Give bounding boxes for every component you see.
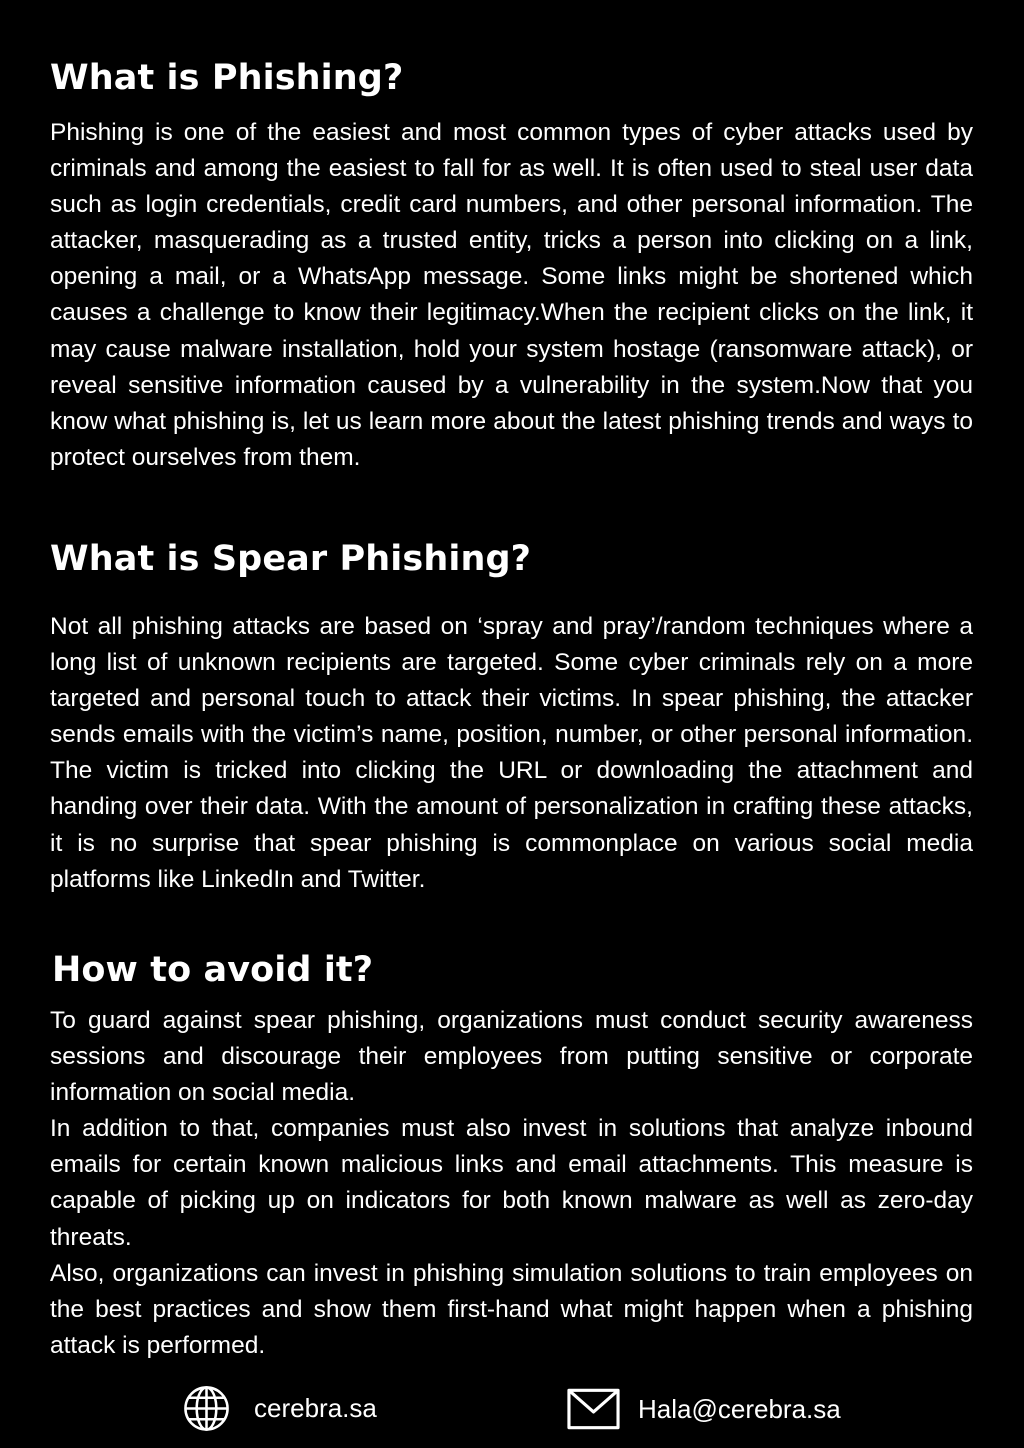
footer-website[interactable]: [183, 1384, 377, 1432]
section-heading-how-to-avoid: How to avoid it?: [52, 950, 374, 990]
globe-icon: [183, 1385, 230, 1432]
paragraph: Phishing is one of the easiest and most common types of cyber attacks used by criminals and among the easiest to fall for as well. It is often used to steal user data such as login credentials, credit card numbers, and other personal information. The attacker, masquerading as a trusted entity, tricks a person into clicking on a link, opening a mail, or a WhatsApp message. Some links might be shortened which causes a challenge to know their legitimacy.When the recipient clicks on the link, it may cause malware installation, hold your system hostage (ransomware attack), or reveal sensitive information caused by a vulnerability in the system.Now that you know what phishing is, let us learn more about the latest phishing trends and ways to protect ourselves from them.: [50, 119, 973, 471]
website-link[interactable]: cerebra.sa: [254, 1392, 377, 1423]
footer-email[interactable]: [567, 1386, 841, 1432]
paragraph: Also, organizations can invest in phishing simulation solutions to train employees on the best practices and show them first-hand what might happen when a phishing attack is performed.: [50, 1259, 973, 1359]
mail-icon: [567, 1388, 620, 1430]
section-body-how-to-avoid: [50, 1003, 973, 1364]
section-body-spear-phishing: [50, 609, 973, 898]
paragraph: In addition to that, companies must also invest in solutions that analyze inbound emails for certain known malicious links and email attachments. This measure is capable of picking up on indicators for both known malware as well as zero-day threats.: [50, 1115, 973, 1251]
email-link[interactable]: Hala@cerebra.sa: [638, 1393, 841, 1424]
section-heading-what-is-phishing: What is Phishing?: [50, 58, 404, 98]
paragraph: To guard against spear phishing, organizations must conduct security awareness sessions and discourage their employees from putting sensitive or corporate information on social media.: [50, 1007, 973, 1107]
section-body-what-is-phishing: [50, 115, 973, 476]
paragraph: Not all phishing attacks are based on ‘spray and pray’/random techniques where a long list of unknown recipients are targeted. Some cyber criminals rely on a more targeted and personal touch to attack their victims. In spear phishing, the attacker sends emails with the victim’s name, position, number, or other personal information. The victim is tricked into clicking the URL or downloading the attachment and handing over their data. With the amount of personalization in crafting these attacks, it is no surprise that spear phishing is commonplace on various social media platforms like LinkedIn and Twitter.: [50, 613, 973, 893]
section-heading-spear-phishing: What is Spear Phishing?: [50, 539, 532, 579]
